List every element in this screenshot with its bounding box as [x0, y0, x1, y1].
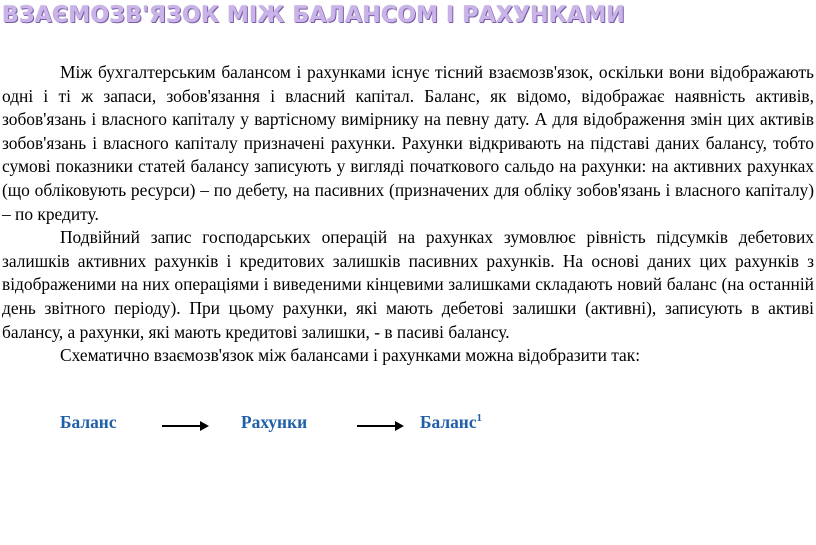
paragraph-2: Подвійний запис господарських операцій на рахунках зумовлює рівність підсумків дебетових залишків активних рахунків і кредитових залишків пасивних рахунків. На основі даних цих рахунків з відображеними на них операціями і виведеними кінцевими залишками складають новий баланс (на останній день звітного періоду). При цьому рахунки, які мають дебетові залишки (активні), записують в активі балансу, а рахунки, які мають кредитові залишки, - в пасиві балансу.	[2, 227, 814, 342]
scheme-start-label: Баланс	[60, 412, 117, 432]
paragraph-1: Між бухгалтерським балансом і рахунками існує тісний взаємозв'язок, оскільки вони відображають одні і ті ж запаси, зобов'язання і власний капітал. Баланс, як відомо, відображає наявність активів, зобов'язань і власного капіталу у вартісному вимірнику на певну дату. А для відображення змін цих активів зобов'язань і власного капіталу призначені рахунки. Рахунки відкривають на підставі даних балансу, тобто сумові показники статей балансу записують у вигляді початкового сальдо на рахунки: на активних рахунках (що обліковують ресурси) – по дебету, на пасивних (призначених для обліку зобов'язань і власного капіталу) – по кредиту.	[2, 62, 814, 224]
arrow-right-icon	[357, 425, 402, 427]
body-text	[2, 61, 814, 368]
scheme-end-superscript: 1	[476, 412, 483, 424]
page-title: ВЗАЄМОЗВ'ЯЗОК МІЖ БАЛАНСОМ І РАХУНКАМИ	[2, 3, 626, 28]
scheme-middle-label: Рахунки	[241, 412, 308, 432]
scheme-diagram	[0, 412, 816, 438]
scheme-end-label	[420, 412, 482, 433]
scheme-end-text: Баланс	[420, 412, 477, 432]
paragraph-3: Схематично взаємозв'язок між балансами і рахунками можна відобразити так:	[60, 345, 641, 366]
arrow-right-icon	[162, 425, 207, 427]
